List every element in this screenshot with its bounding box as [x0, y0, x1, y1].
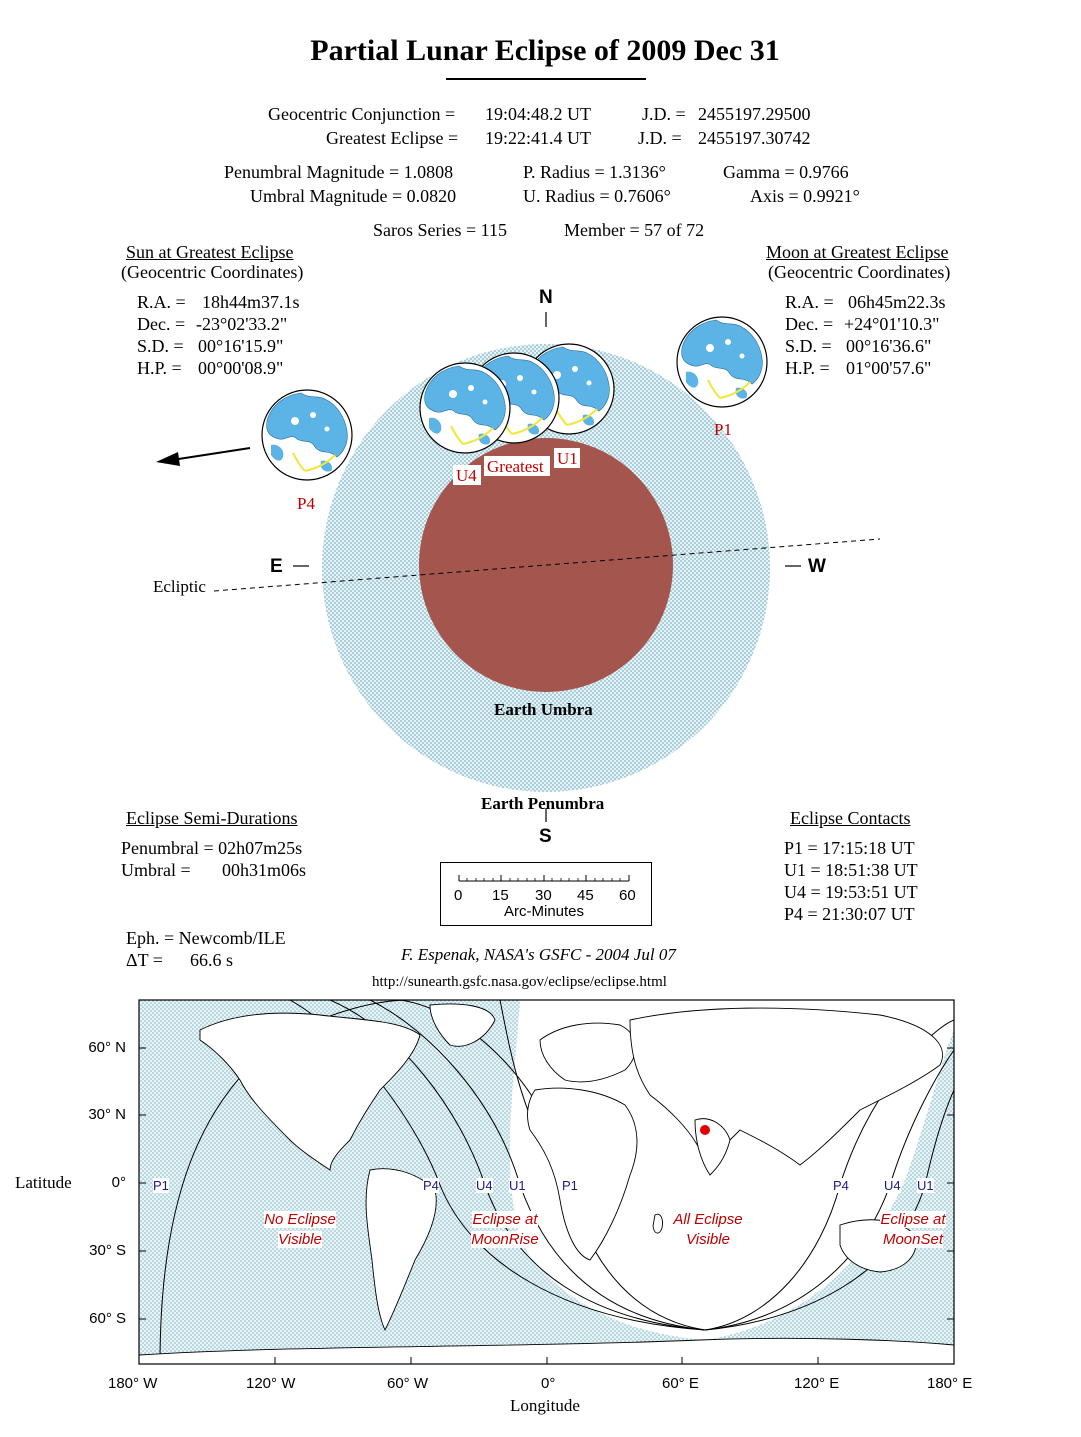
all-eclipse-line1: All Eclipse — [673, 1211, 743, 1228]
sun-subheading: (Geocentric Coordinates) — [121, 262, 304, 282]
sun-sd-value: 00°16'15.9" — [198, 336, 284, 356]
no-eclipse-line1: No Eclipse — [264, 1211, 336, 1228]
curve-label-p1-east: P1 — [562, 1178, 578, 1193]
greatest-time: 19:22:41.4 UT — [485, 128, 591, 148]
source-url: http://sunearth.gsfc.nasa.gov/eclipse/eclipse.html — [372, 974, 667, 990]
curve-label-p4-west: P4 — [423, 1178, 439, 1193]
contact-u4: U4 = 19:53:51 UT — [784, 882, 918, 902]
moonset-line1: Eclipse at — [880, 1211, 946, 1228]
moonrise-line1: Eclipse at — [472, 1211, 538, 1228]
moon-ra-value: 06h45m22.3s — [848, 292, 946, 312]
ecliptic-label: Ecliptic — [153, 577, 206, 596]
credit-line: F. Espenak, NASA's GSFC - 2004 Jul 07 — [401, 945, 676, 964]
p4-moon-label: P4 — [297, 494, 315, 513]
east-label: E — [270, 556, 283, 577]
penumbral-magnitude: Penumbral Magnitude = 1.0808 — [224, 162, 454, 182]
penumbra-label: Earth Penumbra — [481, 794, 605, 813]
axis-value: Axis = 0.9921° — [750, 186, 860, 206]
scale-box — [440, 862, 652, 926]
north-label: N — [539, 287, 553, 308]
motion-arrow — [156, 452, 180, 466]
u4-moon-label: U4 — [456, 466, 477, 485]
lat-tick-60s: 60° S — [89, 1310, 126, 1327]
scale-tick-45: 45 — [577, 887, 594, 904]
moon-hp-label: H.P. = — [785, 358, 830, 378]
lon-tick-120e: 120° E — [794, 1375, 840, 1392]
curve-label-p1-west: P1 — [153, 1178, 169, 1193]
penumbral-radius: P. Radius = 1.3136° — [523, 162, 666, 182]
umbral-radius: U. Radius = 0.7606° — [523, 186, 671, 206]
no-eclipse-label — [250, 1210, 350, 1250]
ephemeris: Eph. = Newcomb/ILE — [126, 928, 286, 948]
conjunction-jd: 2455197.29500 — [698, 104, 811, 124]
curve-label-p4-east: P4 — [833, 1178, 849, 1193]
sun-ra-label: R.A. = — [137, 292, 186, 312]
lon-tick-180w: 180° W — [108, 1375, 158, 1392]
moon-hp-value: 01°00'57.6" — [846, 358, 932, 378]
all-eclipse-label — [658, 1210, 758, 1250]
saros-member: Member = 57 of 72 — [564, 220, 705, 240]
longitude-axis-label: Longitude — [510, 1396, 580, 1415]
latitude-axis-label: Latitude — [15, 1173, 72, 1192]
moonrise-line2: MoonRise — [471, 1231, 539, 1248]
sun-ra-value: 18h44m37.1s — [202, 292, 300, 312]
greatest-jd-label: J.D. = — [638, 128, 682, 148]
sun-dec-label: Dec. = — [137, 314, 186, 334]
lat-tick-0: 0° — [111, 1174, 126, 1191]
gamma-value: Gamma = 0.9766 — [723, 162, 849, 182]
curve-label-u1-east: U1 — [917, 1178, 934, 1193]
moon-p1 — [677, 317, 767, 407]
lat-tick-30s: 30° S — [89, 1242, 126, 1259]
contact-u1: U1 = 18:51:38 UT — [784, 860, 918, 880]
p1-moon-label: P1 — [714, 420, 732, 439]
sublunar-point — [700, 1125, 710, 1135]
greatest-label: Greatest Eclipse = — [326, 128, 459, 148]
moon-u4 — [420, 363, 510, 453]
lon-tick-60w: 60° W — [387, 1375, 429, 1392]
page-title: Partial Lunar Eclipse of 2009 Dec 31 — [310, 34, 780, 67]
no-eclipse-line2: Visible — [278, 1231, 322, 1248]
penumbral-duration: Penumbral = 02h07m25s — [121, 838, 303, 858]
lat-tick-60n: 60° N — [88, 1039, 126, 1056]
delta-t-label: ΔT = — [126, 950, 163, 970]
umbral-magnitude: Umbral Magnitude = 0.0820 — [250, 186, 457, 206]
lat-tick-30n: 30° N — [88, 1106, 126, 1123]
conjunction-time: 19:04:48.2 UT — [485, 104, 591, 124]
sun-hp-value: 00°00'08.9" — [198, 358, 284, 378]
moon-sd-label: S.D. = — [785, 336, 832, 356]
contacts-heading: Eclipse Contacts — [790, 808, 911, 828]
sun-dec-value: -23°02'33.2" — [196, 314, 288, 334]
moon-dec-value: +24°01'10.3" — [844, 314, 940, 334]
contact-p4: P4 = 21:30:07 UT — [784, 904, 915, 924]
greatest-moon-label: Greatest — [487, 457, 544, 476]
lon-tick-0: 0° — [541, 1375, 556, 1392]
durations-heading: Eclipse Semi-Durations — [126, 808, 298, 828]
scale-tick-30: 30 — [535, 887, 552, 904]
sun-hp-label: H.P. = — [137, 358, 182, 378]
scale-tick-0: 0 — [454, 887, 463, 904]
moon-p4 — [262, 390, 352, 480]
moon-subheading: (Geocentric Coordinates) — [768, 262, 951, 282]
lon-tick-120w: 120° W — [246, 1375, 296, 1392]
moon-heading: Moon at Greatest Eclipse — [766, 242, 949, 262]
scale-unit-label: Arc-Minutes — [504, 903, 585, 920]
moonrise-label — [455, 1210, 555, 1250]
umbral-duration-value: 00h31m06s — [222, 860, 307, 880]
moonset-label — [863, 1210, 963, 1250]
scale-tick-15: 15 — [492, 887, 509, 904]
moon-ra-label: R.A. = — [785, 292, 834, 312]
sun-sd-label: S.D. = — [137, 336, 184, 356]
saros-series: Saros Series = 115 — [373, 220, 507, 240]
west-label: W — [808, 556, 826, 577]
moon-sd-value: 00°16'36.6" — [846, 336, 932, 356]
sun-heading: Sun at Greatest Eclipse — [126, 242, 294, 262]
conjunction-label: Geocentric Conjunction = — [268, 104, 456, 124]
u1-moon-label: U1 — [557, 449, 578, 468]
lon-tick-180e: 180° E — [927, 1375, 973, 1392]
lon-tick-60e: 60° E — [662, 1375, 699, 1392]
umbra-label: Earth Umbra — [494, 700, 593, 719]
moon-dec-label: Dec. = — [785, 314, 834, 334]
scale-tick-60: 60 — [619, 887, 636, 904]
conjunction-jd-label: J.D. = — [642, 104, 686, 124]
greatest-jd: 2455197.30742 — [698, 128, 811, 148]
south-label: S — [539, 826, 552, 847]
umbral-duration-label: Umbral = — [121, 860, 191, 880]
delta-t-value: 66.6 s — [190, 950, 234, 970]
curve-label-u4-west: U4 — [476, 1178, 493, 1193]
curve-label-u1-west: U1 — [509, 1178, 526, 1193]
contact-p1: P1 = 17:15:18 UT — [784, 838, 915, 858]
all-eclipse-line2: Visible — [686, 1231, 730, 1248]
curve-label-u4-east: U4 — [884, 1178, 901, 1193]
moonset-line2: MoonSet — [882, 1231, 944, 1248]
